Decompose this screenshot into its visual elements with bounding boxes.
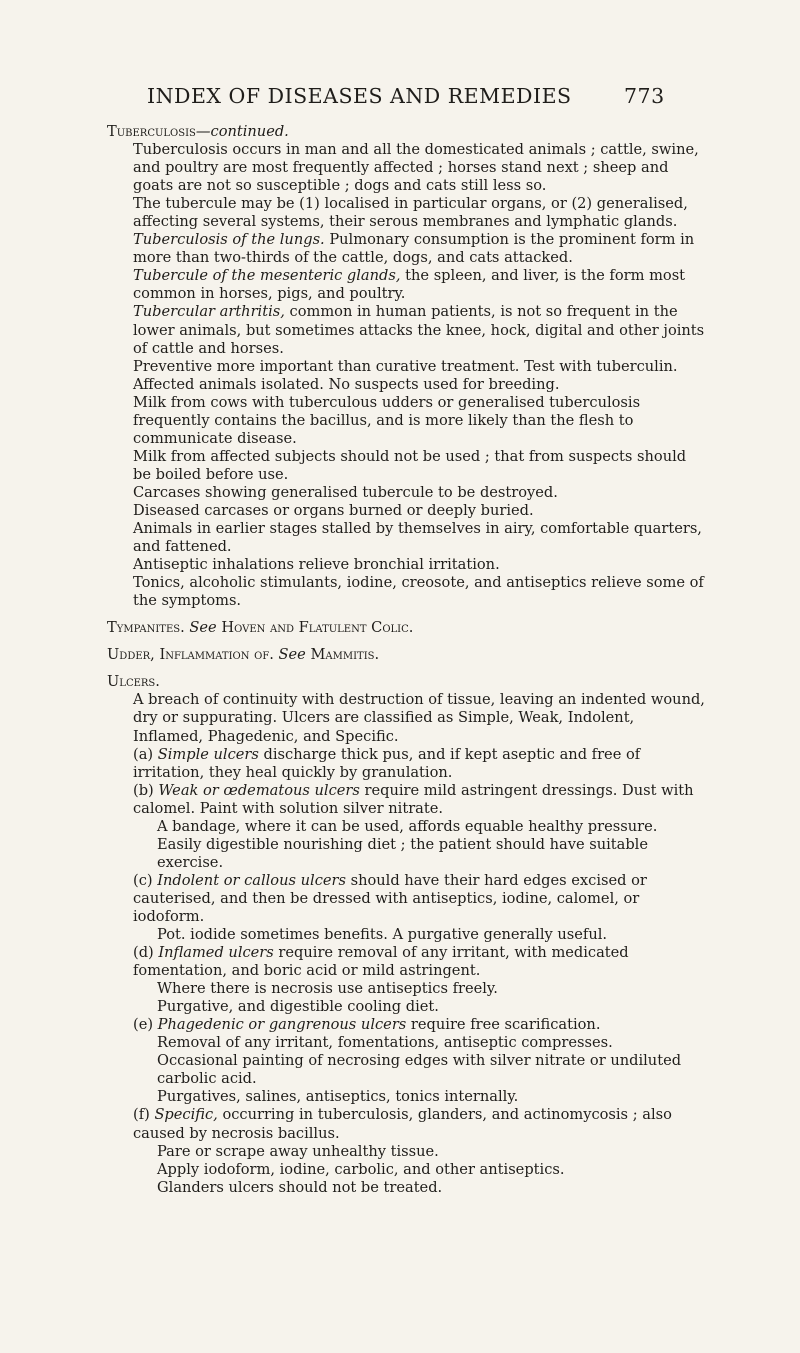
paragraph: Animals in earlier stages stalled by themselves in airy, comfortable quarters, and fattened. — [133, 520, 702, 556]
subterm: Specific, — [154, 1106, 218, 1124]
subterm-text: Pulmonary consumption is the prominent form in more than two-thirds of the cattle, dogs, and cats attacked. — [133, 231, 695, 267]
paragraph: Tonics, alcoholic stimulants, iodine, creosote, and antiseptics relieve some of the symptoms. — [133, 574, 704, 610]
entry-heading-ulcers — [107, 673, 707, 691]
paragraph — [107, 303, 707, 357]
subterm-text: require free scarification. — [410, 1016, 601, 1034]
paragraph: Antiseptic inhalations relieve bronchial irritation. — [133, 556, 500, 574]
entry-udder — [107, 646, 707, 664]
paragraph: A bandage, where it can be used, affords equable healthy pressure. — [157, 817, 658, 835]
subterm-text: require mild astringent dressings. Dust with calomel. Paint with solution silver nitrate. — [133, 781, 694, 817]
paragraph: Pot. iodide sometimes benefits. A purgative generally useful. — [157, 926, 608, 944]
subterm: Indolent or callous ulcers — [157, 871, 346, 889]
item-letter: (e) — [133, 1016, 154, 1034]
running-title: INDEX OF DISEASES AND REMEDIES — [147, 84, 572, 108]
subterm: Weak or œdematous ulcers — [158, 781, 360, 799]
paragraph: Pare or scrape away unhealthy tissue. — [157, 1142, 439, 1160]
paragraph — [107, 231, 707, 267]
ulcer-type-a — [107, 746, 707, 782]
entry-term: Ulcers. — [107, 673, 160, 691]
subterm-text: occurring in tuberculosis, glanders, and actinomycosis ; also caused by necrosis bacillus. — [133, 1106, 672, 1142]
subterm: Simple ulcers — [157, 745, 259, 763]
subterm: Inflamed ulcers — [158, 944, 274, 962]
paragraph: The tubercule may be (1) localised in particular organs, or (2) generalised, affecting several systems, their serous membranes and lymphatic glands. — [133, 195, 688, 231]
ulcer-type-b — [107, 782, 707, 818]
paragraph: Preventive more important than curative treatment. Test with tuberculin. — [133, 357, 678, 375]
ulcer-type-d — [107, 944, 707, 980]
cross-reference: Hoven and Flatulent Colic. — [221, 619, 414, 637]
entry-heading-tuberculosis — [107, 123, 707, 141]
see-label: See — [278, 646, 306, 664]
subterm-text: should have their hard edges excised or cauterised, and then be dressed with antiseptics, iodine, calomel, or iodoform. — [133, 871, 647, 925]
paragraph: Removal of any irritant, fomentations, antiseptic compresses. — [157, 1034, 613, 1052]
subterm-text: require removal of any irritant, with medicated fomentation, and boric acid or mild astringent. — [133, 944, 629, 980]
ulcer-type-e — [107, 1016, 707, 1034]
ulcer-type-c — [107, 872, 707, 926]
item-letter: (f) — [133, 1106, 150, 1124]
paragraph — [107, 267, 707, 303]
paragraph: Diseased carcases or organs burned or deeply buried. — [133, 501, 534, 519]
paragraph: Tuberculosis occurs in man and all the domesticated animals ; cattle, swine, and poultry are most frequently affected ; horses stand next ; sheep and goats are not so susceptible ; dogs and cats still less so. — [133, 141, 699, 195]
subterm: Phagedenic or gangrenous ulcers — [157, 1016, 407, 1034]
paragraph: Milk from cows with tuberculous udders or generalised tuberculosis frequently contains the bacillus, and is more likely than the flesh to communicate disease. — [133, 393, 641, 447]
paragraph: Occasional painting of necrosing edges with silver nitrate or undiluted carbolic acid. — [157, 1052, 682, 1088]
entry-term: Tuberculosis — [107, 123, 196, 140]
item-letter: (c) — [133, 871, 153, 889]
subterm-text: the spleen, and liver, is the form most common in horses, pigs, and poultry. — [133, 267, 686, 303]
subterm-text: common in human patients, is not so frequent in the lower animals, but sometimes attacks the knee, hock, digital and other joints of cattle and horses. — [133, 303, 705, 357]
paragraph: Affected animals isolated. No suspects used for breeding. — [133, 375, 560, 393]
paragraph: Carcases showing generalised tubercule to be destroyed. — [133, 483, 558, 501]
paragraph: Apply iodoform, iodine, carbolic, and other antiseptics. — [157, 1160, 565, 1178]
item-letter: (d) — [133, 944, 154, 962]
paragraph: Milk from affected subjects should not be used ; that from suspects should be boiled before use. — [133, 447, 687, 483]
subterm-text: discharge thick pus, and if kept aseptic and free of irritation, they heal quickly by granulation. — [133, 745, 641, 781]
paragraph: A breach of continuity with destruction of tissue, leaving an indented wound, dry or suppurating. Ulcers are classified as Simple, Weak, Indolent, Inflamed, Phagedenic, and Specific. — [133, 691, 705, 745]
running-head — [0, 84, 800, 114]
paragraph: Purgatives, salines, antiseptics, tonics internally. — [157, 1088, 519, 1106]
subterm: Tubercule of the mesenteric glands, — [133, 267, 401, 285]
paragraph: Glanders ulcers should not be treated. — [157, 1178, 443, 1196]
cross-reference: Mammitis. — [310, 646, 380, 664]
item-letter: (a) — [133, 745, 154, 763]
paragraph: Easily digestible nourishing diet ; the patient should have suitable exercise. — [157, 835, 648, 871]
page-number: 773 — [624, 84, 665, 108]
continued-note: —continued. — [195, 123, 289, 140]
see-label: See — [189, 619, 217, 637]
paragraph: Where there is necrosis use antiseptics freely. — [157, 980, 498, 998]
paragraph: Purgative, and digestible cooling diet. — [157, 998, 439, 1016]
subterm: Tuberculosis of the lungs. — [133, 231, 325, 249]
entry-term: Udder, Inflammation of. — [107, 646, 274, 664]
index-body — [107, 123, 707, 1197]
ulcer-type-f — [107, 1106, 707, 1142]
entry-tympanites — [107, 619, 707, 637]
entry-term: Tympanites. — [107, 619, 185, 637]
item-letter: (b) — [133, 781, 154, 799]
subterm: Tubercular arthritis, — [133, 303, 285, 321]
